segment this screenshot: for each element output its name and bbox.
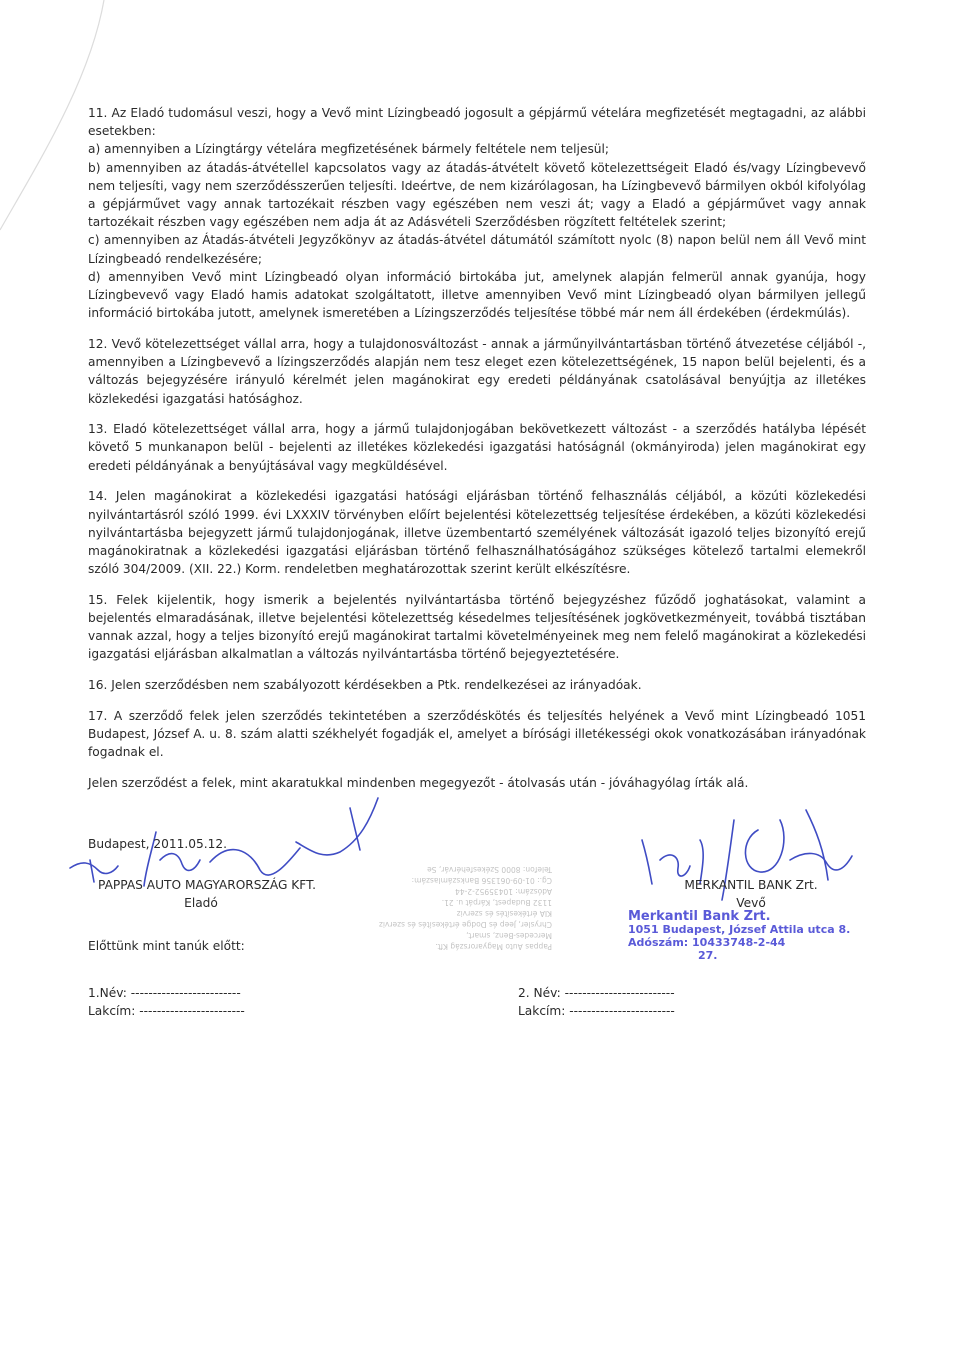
bank-stamp-number: 27. bbox=[698, 949, 718, 962]
buyer-name: MERKANTIL BANK Zrt. bbox=[684, 878, 818, 892]
witness-intro: Előttünk mint tanúk előtt: bbox=[88, 939, 245, 953]
buyer-signature-block bbox=[680, 876, 822, 912]
witness-2-address: Lakcím: ------------------------ bbox=[518, 1004, 675, 1018]
stamp-line: Adószám: 10435952-2-44 bbox=[455, 887, 552, 896]
place-and-date: Budapest, 2011.05.12. bbox=[88, 837, 228, 851]
buyer-role: Vevő bbox=[736, 896, 766, 910]
section-11-item-d: d) amennyiben Vevő mint Lízingbeadó olyan információ birtokába jut, amelynek alapján felmerül annak gyanúja, hogy Lízingbevevő vagy Eladó hamis adatokat szolgáltatott, illetve amennyiben Vevő mint Lízingbeadó olyan bármilyen jellegű információ birtokába jutott, amelynek ismeretében a Lízingszerződés teljesítése többé már nem áll érdekében (érdekmúlás). bbox=[88, 269, 866, 321]
bank-stamp-tax: Adószám: 10433748-2-44 bbox=[628, 936, 786, 949]
contract-body bbox=[88, 104, 866, 805]
stamp-line: Cg.: 01-09-061356 Bankszámlaszám: bbox=[411, 876, 552, 885]
bank-stamp-name: Merkantil Bank Zrt. bbox=[628, 909, 771, 924]
section-11-item-b: b) amennyiben az átadás-átvétellel kapcsolatos vagy az átadás-átvételt követő kötelezettségeit Eladó és/vagy Lízingbevevő nem teljesíti, vagy nem szerződésszerűen teljesíti. Ideértve, de nem kizárólagosan, ha Lízingbevevő bármilyen okból kifolyólag a gépjárművet vagy annak tartozékait részben vagy egészében nem veszi át; vagy a Eladó a gépjárművet vagy annak tartozékait részben vagy egészében nem adja át az Adásvételi Szerződésben rögzített feltételek szerint; bbox=[88, 160, 866, 230]
buyer-bank-stamp bbox=[628, 910, 850, 962]
seller-name: PAPPAS AUTO MAGYARORSZÁG KFT. bbox=[98, 878, 316, 892]
section-11-item-a: a) amennyiben a Lízingtárgy vételára megfizetésének bármely feltétele nem teljesül; bbox=[88, 142, 610, 157]
witness-1-name: 1.Név: ------------------------- bbox=[88, 986, 241, 1000]
witness-1 bbox=[88, 984, 245, 1020]
section-15: 15. Felek kijelentik, hogy ismerik a bejelentés nyilvántartásba történő bejegyzéshez fűződő joghatásokat, valamint a bejelentés elmaradásának, illetve bejelentési kötelezettség késedelmes teljesítésének jogkövetkezményeit, továbbá tisztában vannak azzal, hogy a teljes bizonyító erejű magánokirat tartalmi követelményeinek meg nem felelő magánokirat a közlekedési igazgatási eljárásban alkalmatlan a változás nyilvántartásba történő bejegyeztetésére. bbox=[88, 592, 866, 662]
section-17: 17. A szerződő felek jelen szerződés tekintetében a szerződéskötés és teljesítés helyének a Vevő mint Lízingbeadó 1051 Budapest, József A. u. 8. szám alatti székhelyét fogadják el, amelyet a bírósági illetékességi okok vonatkozásában irányadónak fogadnak el. bbox=[88, 708, 866, 760]
stamp-line: Chrysler, Jeep és Dodge értékesítés és szerviz bbox=[378, 920, 552, 929]
seller-role: Eladó bbox=[184, 896, 218, 910]
stamp-line: Telefon: 8000 Székesfehérvár, Se bbox=[427, 865, 552, 874]
closing-statement: Jelen szerződést a felek, mint akaratukkal mindenben megegyezőt - átolvasás után - jóváhagyólag írták alá. bbox=[88, 776, 749, 790]
section-13: 13. Eladó kötelezettséget vállal arra, hogy a jármű tulajdonjogában bekövetkezett változást - a szerződés hatályba lépését követő 5 munkanapon belül - bejelenti az illetékes közlekedési igazgatási hatóságnál (okmányiroda) jelen magánokirat egy eredeti példányának a benyújtásával vagy megküldésével. bbox=[88, 422, 866, 473]
section-11-intro: 11. Az Eladó tudomásul veszi, hogy a Vevő mint Lízingbeadó jogosult a gépjármű vételára megfizetését megtagadni, az alábbi esetekben: bbox=[88, 106, 866, 139]
witness-2-name: 2. Név: ------------------------- bbox=[518, 986, 675, 1000]
seller-signature-block bbox=[98, 876, 316, 912]
section-16: 16. Jelen szerződésben nem szabályozott kérdésekben a Ptk. rendelkezései az irányadóak. bbox=[88, 678, 642, 693]
section-11-item-c: c) amennyiben az Átadás-átvételi Jegyzőkönyv az átadás-átvétel dátumától számított nyolc (8) napon belül nem áll Vevő mint Lízingbeadó rendelkezésére; bbox=[88, 233, 866, 266]
stamp-line: KIA értékesítés és szerviz bbox=[456, 909, 552, 918]
witness-1-address: Lakcím: ------------------------ bbox=[88, 1004, 245, 1018]
bank-stamp-address: 1051 Budapest, József Attila utca 8. bbox=[628, 923, 851, 936]
stamp-line: Mercedes-Benz, smart, bbox=[466, 931, 552, 940]
witness-2 bbox=[518, 984, 675, 1020]
section-11 bbox=[88, 104, 866, 322]
stamp-line: 1132 Budapest, Kárpát u. 21. bbox=[441, 898, 552, 907]
section-12: 12. Vevő kötelezettséget vállal arra, hogy a tulajdonosváltozást - annak a járműnyilvántartásban történő átvezetése céljából -, amennyiben a Lízingbevevő a lízingszerződés alapján nem tesz eleget ezen kötelezettségének, 15 napon belül bejelenti, és a változás bejegyzésére irányuló kérelmét jelen magánokirat egy eredeti példányának csatolásával benyújtja az illetékes közlekedési igazgatási hatósághoz. bbox=[88, 336, 866, 406]
stamp-line: Pappas Auto Magyarország Kft. bbox=[435, 942, 552, 951]
section-14: 14. Jelen magánokirat a közlekedési igazgatási hatósági eljárásban történő felhasználás céljából, a közúti közlekedési nyilvántartásról szóló 1999. évi LXXXIV törvényben előírt bejelentési kötelezettség teljesítése érdekében, a közúti közlekedési nyilvántartásba bejegyzett jármű tulajdonjogának, illetve üzembentartó személyének változását igazoló teljes bizonyító erejű magánokiratnak a közlekedési igazgatási eljárásban történő felhasználhatóságához szükséges kötelező tartalmi elemekről szóló 304/2009. (XII. 22.) Korm. rendeletben meghatározottak szerint került elkészítésre. bbox=[88, 489, 866, 577]
